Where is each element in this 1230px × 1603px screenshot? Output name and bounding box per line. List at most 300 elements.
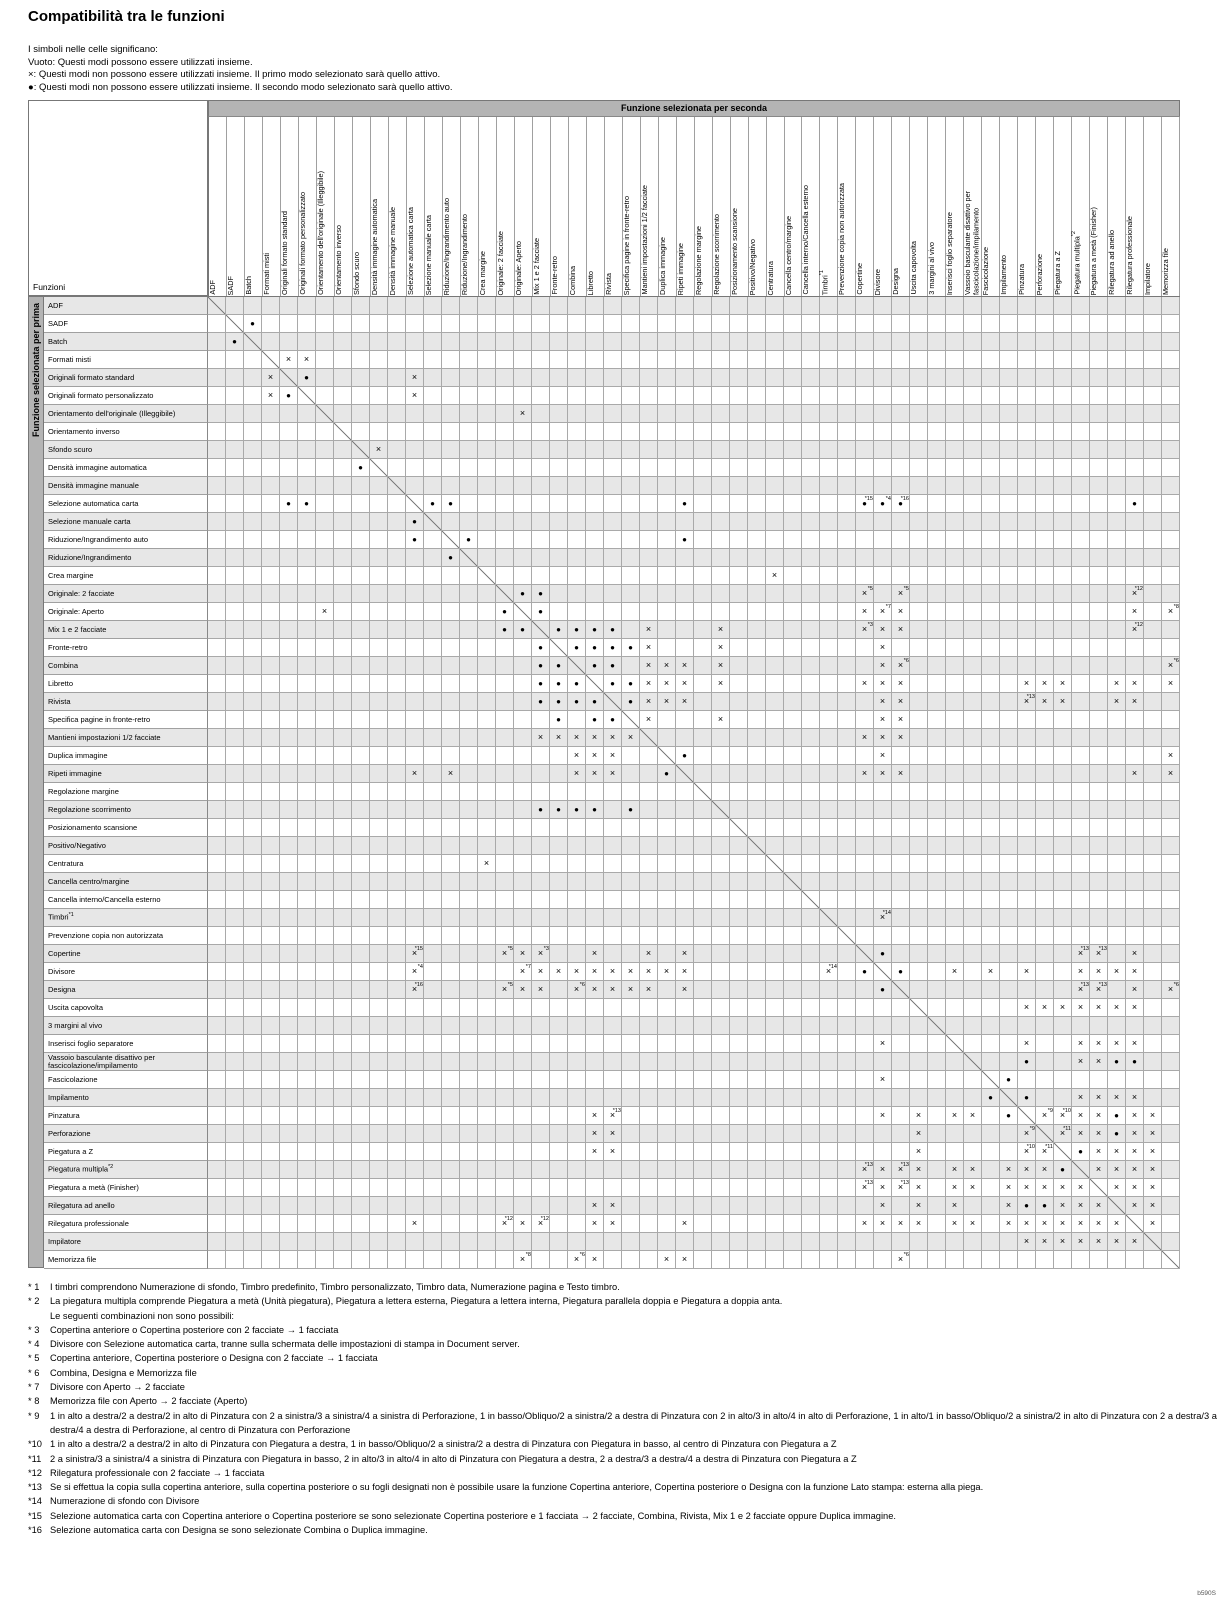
matrix-cell <box>514 459 532 477</box>
footnote-item <box>28 1294 1218 1308</box>
incompatible-first-active-mark: × <box>1131 966 1138 976</box>
matrix-cell <box>946 1215 964 1233</box>
matrix-cell <box>1144 585 1162 603</box>
matrix-cell <box>478 783 496 801</box>
matrix-cell <box>946 855 964 873</box>
matrix-cell <box>514 729 532 747</box>
matrix-cell <box>1000 513 1018 531</box>
matrix-cell <box>352 567 370 585</box>
matrix-cell <box>442 1089 460 1107</box>
matrix-cell <box>694 657 712 675</box>
matrix-cell <box>1126 711 1144 729</box>
matrix-cell <box>802 585 820 603</box>
matrix-cell <box>730 837 748 855</box>
matrix-cell <box>838 1233 856 1251</box>
matrix-cell <box>928 981 946 999</box>
matrix-cell <box>820 783 838 801</box>
matrix-cell <box>820 945 838 963</box>
matrix-cell <box>334 549 352 567</box>
matrix-cell <box>676 603 694 621</box>
matrix-cell <box>874 711 892 729</box>
matrix-cell <box>424 531 442 549</box>
matrix-cell <box>748 405 766 423</box>
matrix-cell <box>694 1071 712 1089</box>
matrix-cell <box>1162 549 1180 567</box>
matrix-cell <box>226 999 244 1017</box>
matrix-cell <box>550 657 568 675</box>
matrix-cell <box>982 819 1000 837</box>
matrix-cell <box>226 351 244 369</box>
matrix-cell <box>982 585 1000 603</box>
matrix-cell <box>352 765 370 783</box>
row-label: Impilatore <box>44 1233 208 1251</box>
matrix-cell <box>640 675 658 693</box>
matrix-cell <box>640 801 658 819</box>
matrix-cell <box>496 1179 514 1197</box>
incompatible-first-active-mark: × <box>573 768 580 778</box>
matrix-cell <box>622 315 640 333</box>
matrix-cell <box>784 567 802 585</box>
incompatible-first-active-mark: × <box>1077 984 1084 994</box>
matrix-cell <box>442 999 460 1017</box>
matrix-cell <box>1036 513 1054 531</box>
matrix-cell <box>820 675 838 693</box>
matrix-cell <box>226 783 244 801</box>
row-label: Ripeti immagine <box>44 765 208 783</box>
incompatible-first-active-mark: × <box>303 354 310 364</box>
row-label: Orientamento inverso <box>44 423 208 441</box>
matrix-cell <box>982 693 1000 711</box>
matrix-cell <box>1126 459 1144 477</box>
matrix-cell <box>244 1053 262 1071</box>
matrix-cell <box>244 657 262 675</box>
matrix-cell <box>568 1161 586 1179</box>
matrix-cell <box>946 1089 964 1107</box>
matrix-cell <box>640 693 658 711</box>
incompatible-first-active-mark: × <box>969 1110 976 1120</box>
footnote-text: 1 in alto a destra/2 a destra/2 in alto di Pinzatura con Piegatura a destra, 1 in basso/Obliquo/2 a sinistra/2 a destra di Pinzatura con Piegatura in basso, al centro di Pinzatura con Piegatura a Z <box>50 1439 837 1450</box>
matrix-cell <box>964 711 982 729</box>
matrix-cell <box>946 315 964 333</box>
matrix-cell <box>964 909 982 927</box>
matrix-cell <box>244 315 262 333</box>
matrix-cell <box>658 441 676 459</box>
matrix-cell <box>730 639 748 657</box>
footnote-ref: *11 <box>1045 1144 1053 1150</box>
matrix-cell <box>262 1125 280 1143</box>
incompatible-first-active-mark: × <box>1095 1110 1102 1120</box>
matrix-cell <box>478 657 496 675</box>
matrix-cell <box>622 1017 640 1035</box>
matrix-cell <box>298 765 316 783</box>
matrix-cell <box>208 1179 226 1197</box>
matrix-cell <box>1072 459 1090 477</box>
matrix-cell <box>298 1251 316 1269</box>
matrix-cell <box>406 981 424 999</box>
matrix-cell <box>316 513 334 531</box>
matrix-cell <box>388 963 406 981</box>
matrix-cell <box>208 675 226 693</box>
matrix-cell <box>784 711 802 729</box>
matrix-cell <box>514 639 532 657</box>
matrix-cell <box>424 333 442 351</box>
matrix-cell <box>280 639 298 657</box>
incompatible-first-active-mark: × <box>897 696 904 706</box>
incompatible-first-active-mark: × <box>591 984 598 994</box>
matrix-cell <box>748 459 766 477</box>
matrix-cell <box>1036 567 1054 585</box>
matrix-cell <box>532 765 550 783</box>
matrix-cell <box>748 729 766 747</box>
matrix-cell <box>406 729 424 747</box>
incompatible-first-active-mark: × <box>897 732 904 742</box>
matrix-cell <box>262 1143 280 1161</box>
matrix-cell <box>928 1035 946 1053</box>
matrix-cell <box>352 855 370 873</box>
matrix-cell <box>1108 639 1126 657</box>
matrix-cell <box>244 423 262 441</box>
matrix-cell <box>640 1143 658 1161</box>
row-label: Rivista <box>44 693 208 711</box>
matrix-cell <box>784 963 802 981</box>
matrix-cell <box>352 891 370 909</box>
matrix-cell <box>694 927 712 945</box>
matrix-cell <box>496 801 514 819</box>
matrix-cell <box>820 891 838 909</box>
matrix-cell <box>910 1215 928 1233</box>
matrix-cell <box>532 477 550 495</box>
matrix-cell <box>730 1233 748 1251</box>
matrix-cell <box>1090 729 1108 747</box>
matrix-cell <box>1144 927 1162 945</box>
matrix-cell <box>550 477 568 495</box>
matrix-cell <box>766 297 784 315</box>
matrix-cell <box>424 1233 442 1251</box>
matrix-cell <box>1054 1089 1072 1107</box>
matrix-cell <box>622 333 640 351</box>
matrix-cell <box>730 477 748 495</box>
matrix-cell <box>946 963 964 981</box>
incompatible-first-active-mark: × <box>1005 1218 1012 1228</box>
row-label: Piegatura a metà (Finisher) <box>44 1179 208 1197</box>
matrix-cell <box>280 1143 298 1161</box>
incompatible-first-active-mark: × <box>1131 1146 1138 1156</box>
matrix-cell <box>766 711 784 729</box>
matrix-cell <box>298 1053 316 1071</box>
matrix-cell <box>1090 891 1108 909</box>
matrix-cell <box>712 819 730 837</box>
incompatible-first-active-mark: × <box>1095 1056 1102 1066</box>
matrix-cell <box>262 1215 280 1233</box>
matrix-cell <box>406 747 424 765</box>
matrix-cell <box>676 639 694 657</box>
matrix-cell <box>226 1017 244 1035</box>
matrix-cell <box>226 477 244 495</box>
matrix-cell <box>208 1161 226 1179</box>
matrix-cell <box>748 801 766 819</box>
matrix-cell <box>874 549 892 567</box>
matrix-cell <box>604 873 622 891</box>
matrix-cell <box>1144 405 1162 423</box>
footnote-marker: * 5 <box>28 1353 40 1364</box>
matrix-cell <box>406 801 424 819</box>
matrix-cell <box>514 1071 532 1089</box>
incompatible-first-active-mark: × <box>1131 1092 1138 1102</box>
matrix-cell <box>406 315 424 333</box>
matrix-cell <box>244 783 262 801</box>
matrix-cell <box>388 1179 406 1197</box>
matrix-cell <box>226 1053 244 1071</box>
matrix-cell <box>604 1035 622 1053</box>
matrix-cell <box>982 441 1000 459</box>
matrix-cell <box>370 369 388 387</box>
matrix-cell <box>280 549 298 567</box>
matrix-cell <box>604 333 622 351</box>
matrix-cell <box>694 855 712 873</box>
matrix-cell <box>658 1107 676 1125</box>
matrix-cell <box>244 549 262 567</box>
matrix-cell <box>874 729 892 747</box>
matrix-cell <box>208 783 226 801</box>
matrix-cell <box>1126 1197 1144 1215</box>
incompatible-first-active-mark: × <box>1023 1164 1030 1174</box>
matrix-cell <box>892 621 910 639</box>
matrix-cell <box>856 549 874 567</box>
matrix-cell <box>280 315 298 333</box>
matrix-cell <box>442 747 460 765</box>
incompatible-first-active-mark: × <box>861 624 868 634</box>
matrix-cell <box>1072 1125 1090 1143</box>
matrix-cell <box>370 801 388 819</box>
matrix-cell <box>946 369 964 387</box>
matrix-cell <box>550 981 568 999</box>
matrix-cell <box>406 459 424 477</box>
matrix-cell <box>1018 1143 1036 1161</box>
matrix-cell <box>820 693 838 711</box>
incompatible-first-active-mark: × <box>879 750 886 760</box>
matrix-cell <box>892 495 910 513</box>
matrix-cell <box>838 1071 856 1089</box>
matrix-cell <box>1018 1179 1036 1197</box>
footnote-ref: *13 <box>1098 946 1107 952</box>
footnote-text: 2 a sinistra/3 a sinistra/4 a sinistra di Pinzatura con Piegatura in basso, 2 in alto/3 in alto/4 in alto di Pinzatura con Piegatura a destra, 2 a destra/3 a destra/4 a destra di Pinzatura con Piegatura a Z <box>50 1453 857 1464</box>
matrix-cell <box>622 999 640 1017</box>
matrix-cell <box>208 837 226 855</box>
footnote-ref: *13 <box>1026 694 1035 700</box>
matrix-cell <box>1162 513 1180 531</box>
matrix-cell <box>820 837 838 855</box>
incompatible-second-active-mark: ● <box>628 804 633 814</box>
matrix-cell <box>712 1035 730 1053</box>
matrix-cell <box>550 1143 568 1161</box>
col-label: Fascicolazione <box>982 117 1000 297</box>
matrix-cell <box>604 603 622 621</box>
matrix-cell <box>1144 441 1162 459</box>
matrix-cell <box>586 1017 604 1035</box>
footnote-heading <box>28 1309 1218 1323</box>
matrix-cell <box>820 621 838 639</box>
matrix-cell <box>784 657 802 675</box>
matrix-cell <box>694 1251 712 1269</box>
matrix-cell <box>532 819 550 837</box>
matrix-cell <box>874 1125 892 1143</box>
matrix-cell <box>406 819 424 837</box>
matrix-cell <box>730 459 748 477</box>
matrix-cell <box>676 459 694 477</box>
matrix-cell <box>1072 1071 1090 1089</box>
footnote-ref: *5 <box>903 586 909 592</box>
incompatible-first-active-mark: × <box>519 984 526 994</box>
matrix-cell <box>1018 531 1036 549</box>
matrix-cell <box>280 1233 298 1251</box>
matrix-cell <box>910 369 928 387</box>
incompatible-second-active-mark: ● <box>1006 1110 1011 1120</box>
matrix-cell <box>478 693 496 711</box>
matrix-cell <box>766 963 784 981</box>
matrix-cell <box>550 747 568 765</box>
matrix-cell <box>460 495 478 513</box>
matrix-cell <box>586 405 604 423</box>
matrix-cell <box>1018 1089 1036 1107</box>
matrix-cell <box>694 981 712 999</box>
matrix-cell <box>820 639 838 657</box>
matrix-cell <box>298 423 316 441</box>
matrix-cell <box>406 423 424 441</box>
incompatible-first-active-mark: × <box>411 372 418 382</box>
matrix-cell <box>550 801 568 819</box>
matrix-cell <box>586 909 604 927</box>
matrix-cell <box>694 909 712 927</box>
matrix-cell <box>1090 639 1108 657</box>
matrix-cell <box>658 657 676 675</box>
incompatible-first-active-mark: × <box>1131 696 1138 706</box>
matrix-cell <box>784 747 802 765</box>
matrix-cell <box>460 423 478 441</box>
matrix-cell <box>946 423 964 441</box>
matrix-cell <box>928 873 946 891</box>
footnote-ref: *8 <box>525 1252 531 1258</box>
footnote-ref: *15 <box>414 946 423 952</box>
matrix-cell <box>316 531 334 549</box>
matrix-cell <box>658 1179 676 1197</box>
matrix-cell <box>640 549 658 567</box>
matrix-cell <box>1072 441 1090 459</box>
matrix-cell <box>478 639 496 657</box>
matrix-cell <box>370 639 388 657</box>
matrix-cell <box>730 549 748 567</box>
matrix-cell <box>1072 783 1090 801</box>
incompatible-first-active-mark: × <box>1113 1038 1120 1048</box>
matrix-cell <box>874 351 892 369</box>
matrix-cell <box>568 837 586 855</box>
col-label: Timbri$^{*1}$ <box>820 117 838 297</box>
matrix-cell <box>532 297 550 315</box>
matrix-cell <box>478 729 496 747</box>
matrix-cell <box>316 1197 334 1215</box>
incompatible-first-active-mark: × <box>609 1218 616 1228</box>
matrix-cell <box>892 459 910 477</box>
matrix-cell <box>802 765 820 783</box>
matrix-cell <box>496 999 514 1017</box>
matrix-cell <box>676 1089 694 1107</box>
matrix-cell <box>730 657 748 675</box>
matrix-cell <box>208 567 226 585</box>
matrix-cell <box>1090 1251 1108 1269</box>
incompatible-first-active-mark: × <box>645 660 652 670</box>
matrix-cell <box>856 1179 874 1197</box>
matrix-cell <box>838 1179 856 1197</box>
matrix-cell <box>334 621 352 639</box>
matrix-cell <box>694 711 712 729</box>
matrix-cell <box>550 621 568 639</box>
matrix-cell <box>622 369 640 387</box>
matrix-cell <box>946 729 964 747</box>
footnote-ref: *12 <box>1134 622 1143 628</box>
matrix-cell <box>262 567 280 585</box>
matrix-cell <box>658 1035 676 1053</box>
matrix-cell <box>514 693 532 711</box>
matrix-cell <box>874 603 892 621</box>
matrix-cell <box>280 441 298 459</box>
matrix-cell <box>1000 1233 1018 1251</box>
incompatible-second-active-mark: ● <box>880 984 885 994</box>
matrix-cell <box>280 981 298 999</box>
footnote-marker: *13 <box>28 1482 42 1493</box>
matrix-cell <box>712 1017 730 1035</box>
matrix-cell <box>982 1053 1000 1071</box>
matrix-cell <box>1054 531 1072 549</box>
matrix-cell <box>550 513 568 531</box>
matrix-cell <box>460 927 478 945</box>
matrix-cell <box>802 1233 820 1251</box>
matrix-cell <box>946 603 964 621</box>
matrix-cell <box>514 747 532 765</box>
matrix-cell <box>514 873 532 891</box>
matrix-cell <box>586 387 604 405</box>
matrix-cell <box>586 585 604 603</box>
matrix-cell <box>334 297 352 315</box>
matrix-cell <box>1162 603 1180 621</box>
matrix-cell <box>370 351 388 369</box>
matrix-cell <box>928 963 946 981</box>
matrix-cell <box>370 891 388 909</box>
matrix-cell <box>244 477 262 495</box>
matrix-cell <box>532 1071 550 1089</box>
matrix-cell <box>1072 855 1090 873</box>
matrix-cell <box>442 423 460 441</box>
matrix-cell <box>892 1071 910 1089</box>
matrix-cell <box>928 1107 946 1125</box>
matrix-cell <box>1144 1017 1162 1035</box>
incompatible-first-active-mark: × <box>1167 768 1174 778</box>
incompatible-second-active-mark: ● <box>556 714 561 724</box>
matrix-cell <box>1072 1017 1090 1035</box>
matrix-cell <box>1144 855 1162 873</box>
matrix-cell <box>1108 963 1126 981</box>
matrix-cell <box>676 1143 694 1161</box>
matrix-cell <box>316 297 334 315</box>
matrix-cell <box>208 477 226 495</box>
matrix-cell <box>622 1215 640 1233</box>
matrix-cell <box>964 1197 982 1215</box>
matrix-cell <box>262 1017 280 1035</box>
matrix-cell <box>658 819 676 837</box>
matrix-cell <box>262 495 280 513</box>
incompatible-first-active-mark: × <box>1149 1128 1156 1138</box>
matrix-cell <box>640 837 658 855</box>
incompatible-first-active-mark: × <box>1149 1110 1156 1120</box>
incompatible-second-active-mark: ● <box>1114 1110 1119 1120</box>
